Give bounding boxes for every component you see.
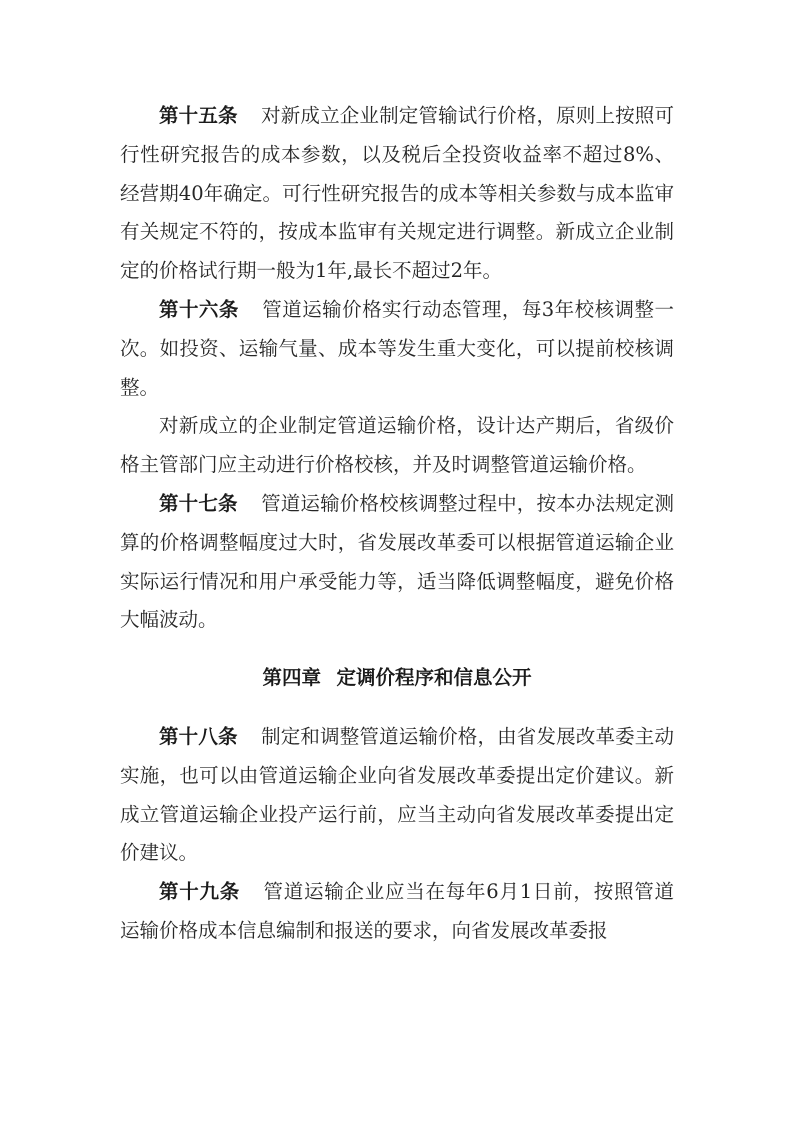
paragraph-text: 对新成立的企业制定管道运输价格，设计达产期后，省级价格主管部门应主动进行价格校核，并及时调整管道运输价格。 [120, 414, 674, 477]
article-heading: 第十五条 [159, 104, 238, 127]
article-heading: 第十六条 [159, 297, 239, 321]
article-heading: 第十七条 [159, 491, 238, 515]
article-text: 制定和调整管道运输价格，由省发展改革委主动实施，也可以由管道运输企业向省发展改革委提出定价建议。新成立管道运输企业投产运行前，应当主动向省发展改革委提出定价建议。 [120, 724, 674, 865]
article-18 [120, 718, 674, 873]
chapter-number: 第四章 [262, 666, 321, 690]
article-17 [120, 485, 674, 640]
article-text: 管道运输价格校核调整过程中，按本办法规定测算的价格调整幅度过大时，省发展改革委可以根据管道运输企业实际运行情况和用户承受能力等，适当降低调整幅度，避免价格大幅波动。 [120, 491, 674, 632]
article-heading: 第十九条 [159, 880, 241, 904]
document-body [120, 97, 674, 951]
article-text: 对新成立企业制定管输试行价格，原则上按照可行性研究报告的成本参数，以及税后全投资收益率不超过8%、经营期40年确定。可行性研究报告的成本等相关参数与成本监审有关规定不符的，按成本监审有关规定进行调整。新成立企业制定的价格试行期一般为1年,最长不超过2年。 [120, 104, 674, 283]
article-19 [120, 873, 674, 951]
article-16 [120, 291, 674, 407]
article-15 [120, 97, 674, 291]
chapter-title: 定调价程序和信息公开 [336, 666, 532, 690]
article-text: 管道运输价格实行动态管理，每3年校核调整一次。如投资、运输气量、成本等发生重大变化，可以提前校核调整。 [120, 297, 674, 399]
article-heading: 第十八条 [159, 724, 238, 748]
article-16-paragraph [120, 407, 674, 485]
chapter-heading [120, 659, 674, 698]
article-text: 管道运输企业应当在每年6月1日前，按照管道运输价格成本信息编制和报送的要求，向省发展改革委报 [120, 880, 674, 942]
